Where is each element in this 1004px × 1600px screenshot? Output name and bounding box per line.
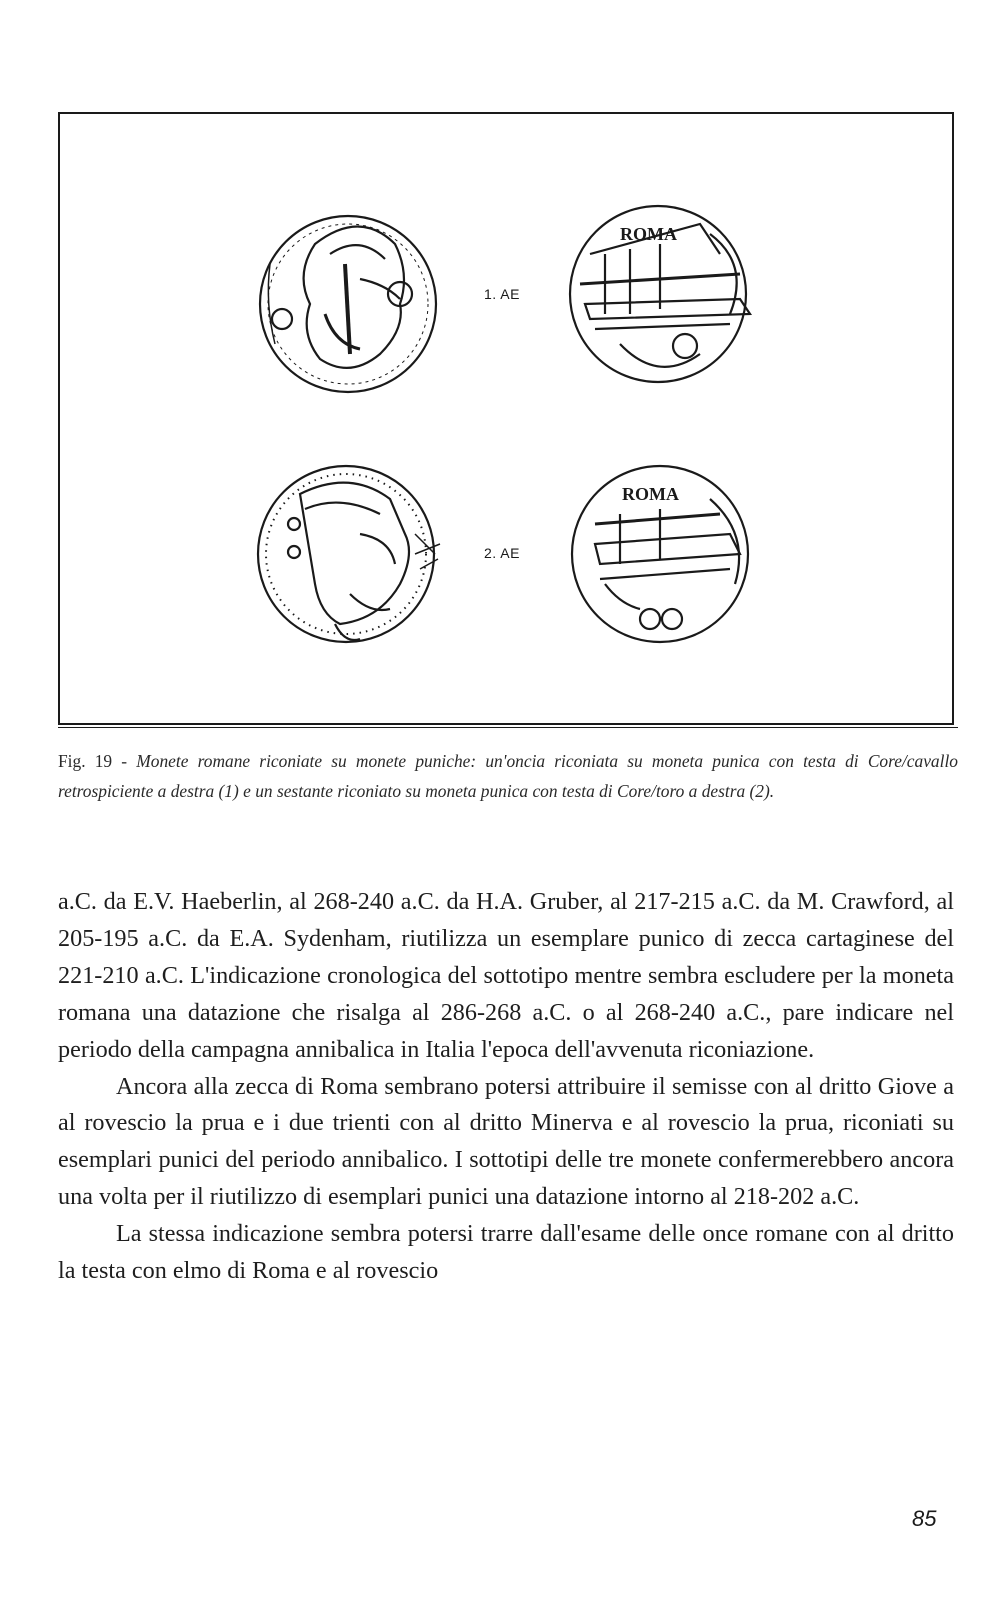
body-text xyxy=(58,884,954,1290)
figure-frame xyxy=(58,112,954,725)
coin-2-label: 2. AE xyxy=(484,545,520,561)
coin-1-obverse xyxy=(260,216,436,392)
figure-caption xyxy=(58,746,958,806)
coin-2-legend: ROMA xyxy=(622,484,679,504)
paragraph: Ancora alla zecca di Roma sembrano potersi attribuire il semisse con al dritto Giove a al rovescio la prua e i due trienti con al dritto Minerva e al rovescio la prua, riconiati su esemplari punici del periodo annibalico. I sottotipi delle tre monete confermerebbero ancora una volta per il riutilizzo di esemplari punici una datazione intorno al 218-202 a.C. xyxy=(58,1072,954,1211)
figure-bottom-rule xyxy=(58,727,958,728)
paragraph: a.C. da E.V. Haeberlin, al 268-240 a.C. da H.A. Gruber, al 217-215 a.C. da M. Crawford, al 205-195 a.C. da E.A. Sydenham, riutilizza un esemplare punico di zecca cartaginese del 221-210 a.C. L'indicazione cronologica del sottotipo mentre sembra escludere per la moneta romana una datazione che risalga al 286-268 a.C. o al 268-240 a.C., pare indicare nel periodo della campagna annibalica in Italia l'epoca dell'avvenuta riconiazione. xyxy=(58,888,954,1063)
figure-caption-text: Monete romane riconiate su monete puniche: un'oncia riconiata su moneta punica con testa di Core/cavallo retrospiciente a destra (1) e un sestante riconiato su moneta punica con testa di Core/toro a destra (2). xyxy=(58,751,958,801)
coin-2-obverse xyxy=(258,466,440,642)
coin-1-legend: ROMA xyxy=(620,224,677,244)
paragraph: La stessa indicazione sembra potersi trarre dall'esame delle once romane con al dritto la testa con elmo di Roma e al rovescio xyxy=(58,1220,954,1285)
coins-illustration xyxy=(60,114,952,723)
coin-1-label: 1. AE xyxy=(484,286,520,302)
page-number: 85 xyxy=(912,1506,937,1531)
figure-caption-label: Fig. 19 - xyxy=(58,751,128,771)
